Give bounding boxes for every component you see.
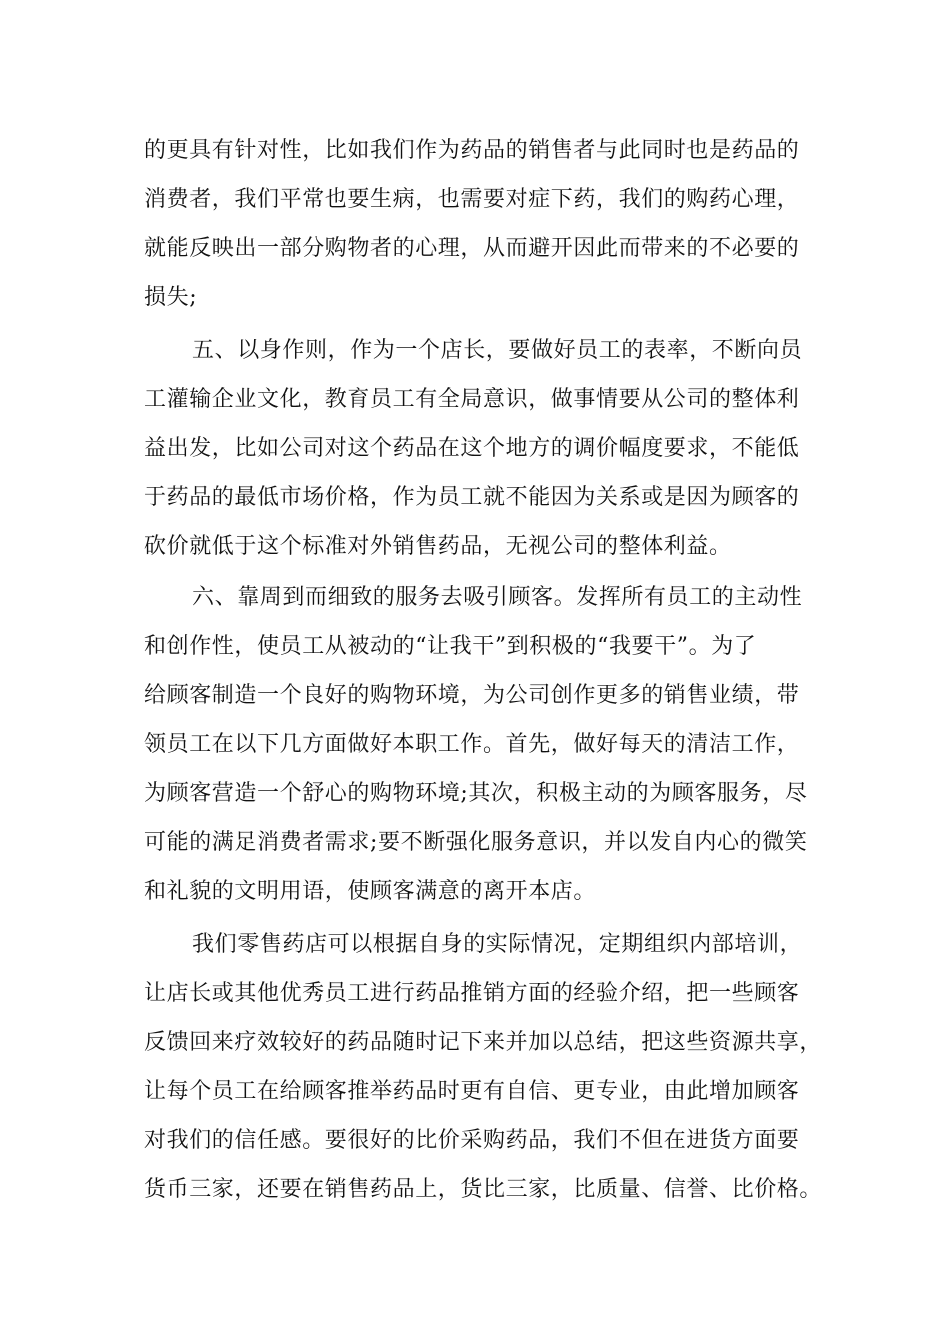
text-line: 货币三家，还要在销售药品上，货比三家，比质量、信誉、比价格。 xyxy=(144,1177,823,1202)
text-line: 益出发，比如公司对这个药品在这个地方的调价幅度要求，不能低 xyxy=(144,436,800,461)
text-line: 损失; xyxy=(144,285,198,310)
text-line: 可能的满足消费者需求;要不断强化服务意识，并以发自内心的微笑 xyxy=(144,830,808,855)
paragraph-start-line: 六、靠周到而细致的服务去吸引顾客。发挥所有员工的主动性 xyxy=(192,585,803,610)
text-line: 消费者，我们平常也要生病，也需要对症下药，我们的购药心理， xyxy=(144,187,800,212)
text-line: 就能反映出一部分购物者的心理，从而避开因此而带来的不必要的 xyxy=(144,236,800,261)
text-line: 让店长或其他优秀员工进行药品推销方面的经验介绍，把一些顾客 xyxy=(144,981,800,1006)
paragraph-start-line: 五、以身作则，作为一个店长，要做好员工的表率，不断向员 xyxy=(192,338,803,363)
text-line: 于药品的最低市场价格，作为员工就不能因为关系或是因为顾客的 xyxy=(144,485,800,510)
text-line: 工灌输企业文化，教育员工有全局意识，做事情要从公司的整体利 xyxy=(144,387,800,412)
text-line: 的更具有针对性，比如我们作为药品的销售者与此同时也是药品的 xyxy=(144,138,800,163)
text-line: 反馈回来疗效较好的药品随时记下来并加以总结，把这些资源共享， xyxy=(144,1030,823,1055)
text-line: 为顾客营造一个舒心的购物环境;其次，积极主动的为顾客服务，尽 xyxy=(144,781,808,806)
text-line: 对我们的信任感。要很好的比价采购药品，我们不但在进货方面要 xyxy=(144,1128,800,1153)
text-line: 砍价就低于这个标准对外销售药品，无视公司的整体利益。 xyxy=(144,534,732,559)
text-line: 让每个员工在给顾客推举药品时更有自信、更专业，由此增加顾客 xyxy=(144,1079,800,1104)
text-line: 给顾客制造一个良好的购物环境，为公司创作更多的销售业绩，带 xyxy=(144,683,800,708)
text-line: 和礼貌的文明用语，使顾客满意的离开本店。 xyxy=(144,879,597,904)
text-line: 和创作性，使员工从被动的“让我干”到积极的“我要干”。为了 xyxy=(144,634,757,659)
text-line: 领员工在以下几方面做好本职工作。首先，做好每天的清洁工作， xyxy=(144,732,800,757)
paragraph-start-line: 我们零售药店可以根据自身的实际情况，定期组织内部培训， xyxy=(192,932,803,957)
